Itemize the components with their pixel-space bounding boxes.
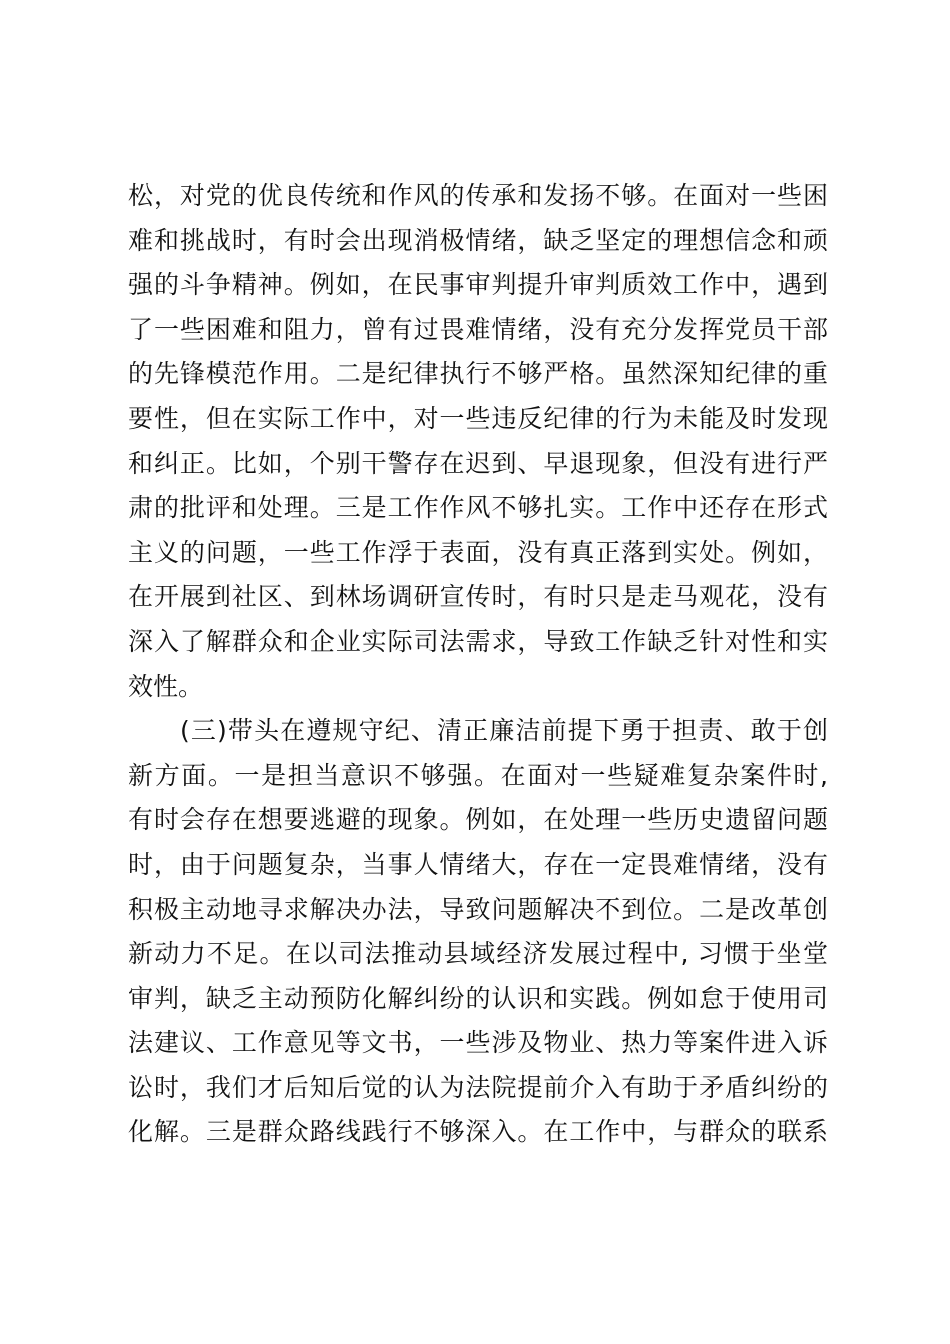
- text-line: 的先锋模范作用。二是纪律执行不够严格。虽然深知纪律的重: [128, 359, 828, 389]
- text-line: 新动力不足。在以司法推动县域经济发展过程中, 习惯于坐堂: [128, 939, 828, 969]
- text-line-paragraph-end: 效性。: [128, 671, 204, 701]
- text-line: 化解。三是群众路线践行不够深入。在工作中，与群众的联系: [128, 1117, 828, 1147]
- text-line: 深入了解群众和企业实际司法需求，导致工作缺乏针对性和实: [128, 626, 828, 656]
- text-line: 时，由于问题复杂，当事人情绪大，存在一定畏难情绪，没有: [128, 849, 828, 879]
- text-line: 肃的批评和处理。三是工作作风不够扎实。工作中还存在形式: [128, 493, 828, 523]
- text-line: 讼时，我们才后知后觉的认为法院提前介入有助于矛盾纠纷的: [128, 1072, 828, 1102]
- text-line: 法建议、工作意见等文书，一些涉及物业、热力等案件进入诉: [128, 1028, 828, 1058]
- text-line: 新方面。一是担当意识不够强。在面对一些疑难复杂案件时,: [128, 760, 828, 790]
- text-line: 和纠正。比如，个别干警存在迟到、早退现象，但没有进行严: [128, 448, 828, 478]
- text-line: 审判，缺乏主动预防化解纠纷的认识和实践。例如怠于使用司: [128, 983, 828, 1013]
- paragraph-heading-line: (三)带头在遵规守纪、清正廉洁前提下勇于担责、敢于创: [180, 716, 828, 746]
- text-line: 有时会存在想要逃避的现象。例如，在处理一些历史遗留问题: [128, 805, 828, 835]
- body-text: [128, 174, 828, 1155]
- text-line: 在开展到社区、到林场调研宣传时，有时只是走马观花，没有: [128, 582, 828, 612]
- text-line: 松，对党的优良传统和作风的传承和发扬不够。在面对一些困: [128, 181, 828, 210]
- text-line: 了一些困难和阻力，曾有过畏难情绪，没有充分发挥党员干部: [128, 314, 828, 344]
- text-line: 积极主动地寻求解决办法，导致问题解决不到位。二是改革创: [128, 894, 828, 924]
- text-line: 要性，但在实际工作中，对一些违反纪律的行为未能及时发现: [128, 403, 828, 433]
- text-line: 主义的问题，一些工作浮于表面，没有真正落到实处。例如，: [128, 537, 828, 567]
- text-line: 难和挑战时，有时会出现消极情绪，缺乏坚定的理想信念和顽: [128, 225, 828, 255]
- text-line: 强的斗争精神。例如，在民事审判提升审判质效工作中，遇到: [128, 270, 828, 300]
